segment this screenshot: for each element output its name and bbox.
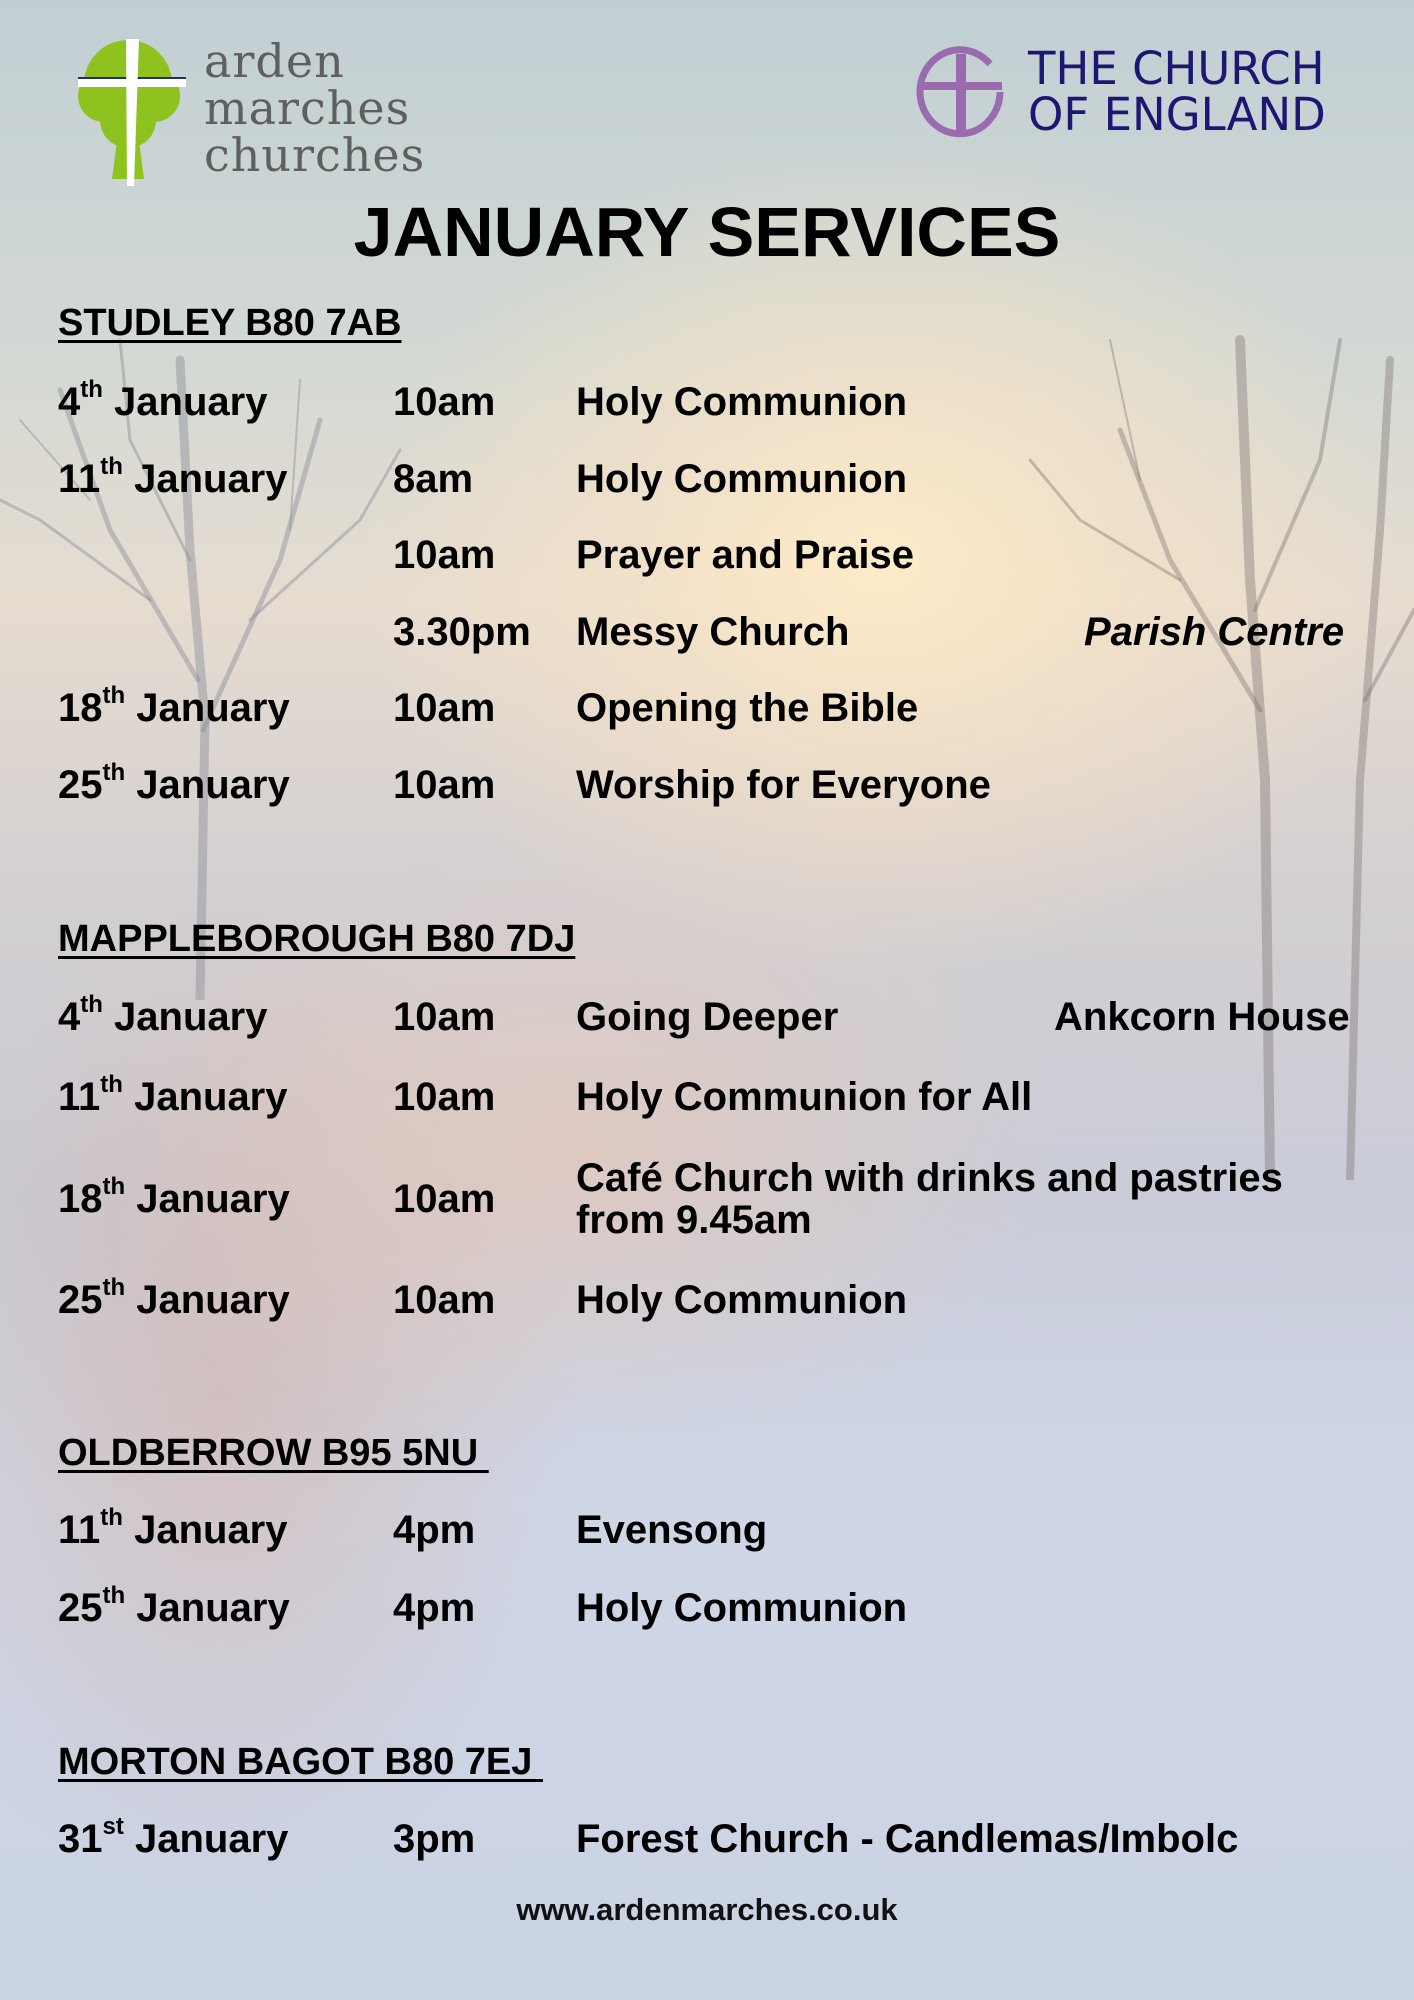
- service-name-line-1: Café Church with drinks and pastries: [576, 1156, 1283, 1200]
- service-name-line-2: from 9.45am: [576, 1198, 812, 1242]
- service-date: 31st January: [58, 1813, 289, 1861]
- section-heading-morton-bagot: MORTON BAGOT B80 7EJ: [58, 1741, 543, 1783]
- service-row: [58, 1504, 1378, 1558]
- section-heading-mappleborough: MAPPLEBOROUGH B80 7DJ: [58, 918, 576, 960]
- coe-cross-icon: [916, 46, 1006, 138]
- service-date: 18th January: [58, 682, 290, 730]
- service-date: 25th January: [58, 1582, 290, 1630]
- service-row: [58, 1071, 1378, 1125]
- service-name: Worship for Everyone: [576, 763, 991, 807]
- service-time: 3.30pm: [393, 610, 531, 654]
- service-date: 11th January: [58, 453, 288, 501]
- page-title: JANUARY SERVICES: [353, 193, 1061, 271]
- service-row: [58, 1156, 1378, 1242]
- coe-line-2: OF ENGLAND: [1028, 88, 1326, 141]
- service-row: [58, 682, 1378, 736]
- service-name: Forest Church - Candlemas/Imbolc: [576, 1817, 1239, 1861]
- service-row: [58, 533, 1378, 583]
- service-name: Messy Church: [576, 610, 850, 654]
- service-location: Parish Centre: [1084, 610, 1345, 654]
- service-name: Holy Communion: [576, 457, 908, 501]
- tree-cross-icon: [64, 24, 204, 189]
- service-time: 10am: [393, 1075, 496, 1119]
- service-date: 4th January: [58, 991, 268, 1039]
- service-time: 4pm: [393, 1508, 476, 1552]
- service-date: 25th January: [58, 759, 290, 807]
- logo-line-arden: arden: [204, 34, 345, 88]
- service-time: 3pm: [393, 1817, 476, 1861]
- service-row: [58, 610, 1378, 660]
- service-name: Prayer and Praise: [576, 533, 914, 577]
- arden-marches-logo: [64, 24, 464, 184]
- service-name: Holy Communion: [576, 1586, 908, 1630]
- service-date: 11th January: [58, 1504, 288, 1552]
- service-date: 11th January: [58, 1071, 288, 1119]
- service-name: Holy Communion: [576, 380, 908, 424]
- service-date: 18th January: [58, 1173, 290, 1221]
- church-of-england-logo: [916, 42, 1366, 142]
- service-name: Evensong: [576, 1508, 768, 1552]
- service-row: [58, 1274, 1378, 1328]
- logo-line-churches: churches: [204, 128, 426, 182]
- section-heading-studley: STUDLEY B80 7AB: [58, 302, 402, 344]
- service-row: [58, 759, 1378, 813]
- service-date: 25th January: [58, 1274, 290, 1322]
- church-of-england-wordmark: [1028, 42, 1326, 141]
- section-heading-oldberrow: OLDBERROW B95 5NU: [58, 1432, 489, 1474]
- service-time: 10am: [393, 1278, 496, 1322]
- service-name: Holy Communion for All: [576, 1075, 1033, 1119]
- service-name: [576, 1157, 1283, 1241]
- service-date: 4th January: [58, 376, 268, 424]
- service-row: [58, 1813, 1378, 1867]
- website-link[interactable]: www.ardenmarches.co.uk: [516, 1892, 898, 1927]
- service-time: 10am: [393, 686, 496, 730]
- service-row: [58, 991, 1378, 1045]
- service-time: 4pm: [393, 1586, 476, 1630]
- service-name: Opening the Bible: [576, 686, 919, 730]
- service-name: Holy Communion: [576, 1278, 908, 1322]
- service-name: Going Deeper: [576, 995, 839, 1039]
- service-time: 10am: [393, 1177, 496, 1221]
- service-time: 10am: [393, 380, 496, 424]
- service-row: [58, 1582, 1378, 1636]
- service-time: 8am: [393, 457, 474, 501]
- service-time: 10am: [393, 533, 496, 577]
- service-time: 10am: [393, 995, 496, 1039]
- arden-marches-wordmark: [204, 34, 426, 182]
- coe-line-1: THE CHURCH: [1028, 42, 1325, 95]
- service-time: 10am: [393, 763, 496, 807]
- logo-line-marches: marches: [204, 81, 411, 135]
- service-location: Ankcorn House: [1054, 995, 1350, 1039]
- service-row: [58, 376, 1378, 430]
- service-row: [58, 453, 1378, 507]
